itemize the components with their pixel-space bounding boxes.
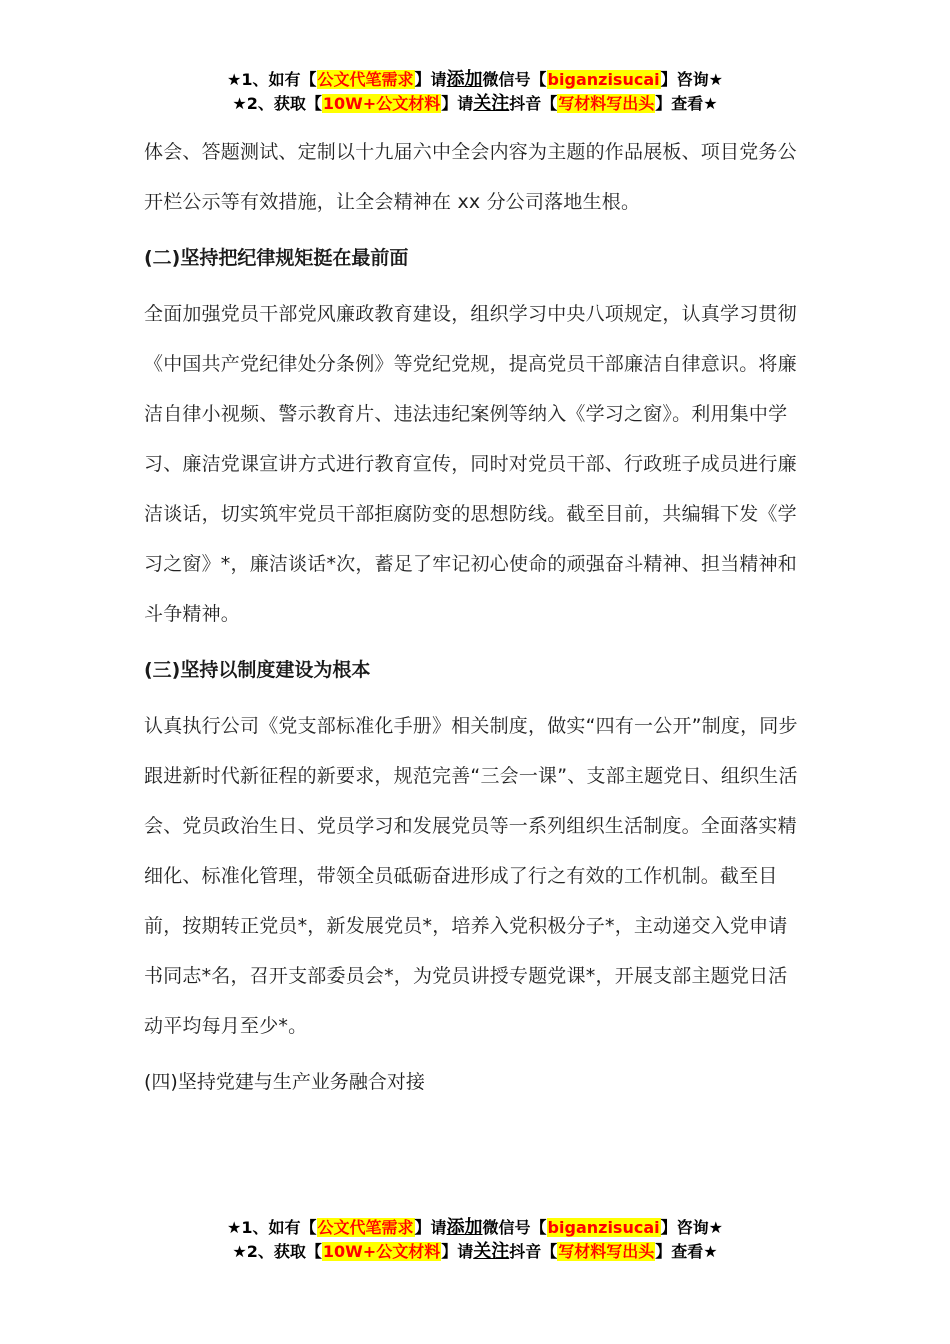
- section-heading-2: (二)坚持把纪律规矩挺在最前面: [144, 247, 409, 269]
- banner-text: 微信号【: [482, 70, 547, 89]
- emphasis-add: 添加: [446, 69, 483, 90]
- banner-text: ★2、获取【: [232, 1242, 322, 1261]
- banner-text: 】请: [441, 94, 474, 113]
- highlight-service: 公文代笔需求: [317, 1218, 414, 1237]
- paragraph-3: 认真执行公司《党支部标准化手册》相关制度，做实“四有一公开”制度，同步跟进新时代新征程的新要求，规范完善“三会一课”、支部主题党日、组织生活会、党员政治生日、党员学习和发展党员等一系列组织生活制度。全面落实精细化、标准化管理，带领全员砥砺奋进形成了行之有效的工作机制。截至目前，按期转正党员*，新发展党员*，培养入党积极分子*，主动递交入党申请书同志*名，召开支部委员会*，为党员讲授专题党课*，开展支部主题党日活动平均每月至少*。: [144, 715, 798, 1037]
- banner-text: ★1、如有【: [227, 70, 317, 89]
- highlight-wechat-id: biganzisucai: [547, 70, 660, 89]
- paragraph-1: 体会、答题测试、定制以十九届六中全会内容为主题的作品展板、项目党务公开栏公示等有效措施，让全会精神在 xx 分公司落地生根。: [144, 141, 797, 213]
- highlight-douyin-account: 写材料写出头: [558, 94, 655, 113]
- banner-text: ★2、获取【: [232, 94, 322, 113]
- banner-text: 抖音【: [509, 1242, 558, 1261]
- highlight-wechat-id: biganzisucai: [547, 1218, 660, 1237]
- emphasis-follow: 关注: [473, 1241, 510, 1262]
- highlight-materials: 10W+公文材料: [322, 94, 441, 113]
- banner-line-1: [0, 68, 950, 92]
- banner-line-2: [0, 92, 950, 116]
- document-body: [144, 127, 806, 1113]
- banner-text: 】请: [414, 1218, 447, 1237]
- section-heading-4: (四)坚持党建与生产业务融合对接: [144, 1071, 425, 1093]
- highlight-materials: 10W+公文材料: [322, 1242, 441, 1261]
- banner-text: 】咨询★: [660, 1218, 723, 1237]
- highlight-douyin-account: 写材料写出头: [558, 1242, 655, 1261]
- emphasis-add: 添加: [446, 1217, 483, 1238]
- banner-text: 抖音【: [509, 94, 558, 113]
- banner-text: 】请: [441, 1242, 474, 1261]
- banner-line-1: [0, 1216, 950, 1240]
- emphasis-follow: 关注: [473, 93, 510, 114]
- banner-text: 】请: [414, 70, 447, 89]
- banner-text: 】查看★: [655, 94, 718, 113]
- banner-text: 】查看★: [655, 1242, 718, 1261]
- footer-banner: [0, 1216, 950, 1264]
- highlight-service: 公文代笔需求: [317, 70, 414, 89]
- banner-text: 】咨询★: [660, 70, 723, 89]
- banner-line-2: [0, 1240, 950, 1264]
- banner-text: 微信号【: [482, 1218, 547, 1237]
- paragraph-2: 全面加强党员干部党风廉政教育建设，组织学习中央八项规定，认真学习贯彻《中国共产党纪律处分条例》等党纪党规，提高党员干部廉洁自律意识。将廉洁自律小视频、警示教育片、违法违纪案例等纳入《学习之窗》。利用集中学习、廉洁党课宣讲方式进行教育宣传，同时对党员干部、行政班子成员进行廉洁谈话，切实筑牢党员干部拒腐防变的思想防线。截至目前，共编辑下发《学习之窗》*，廉洁谈话*次，蓄足了牢记初心使命的顽强奋斗精神、担当精神和斗争精神。: [144, 303, 798, 625]
- section-heading-3: (三)坚持以制度建设为根本: [144, 659, 371, 681]
- banner-text: ★1、如有【: [227, 1218, 317, 1237]
- header-banner: [0, 68, 950, 116]
